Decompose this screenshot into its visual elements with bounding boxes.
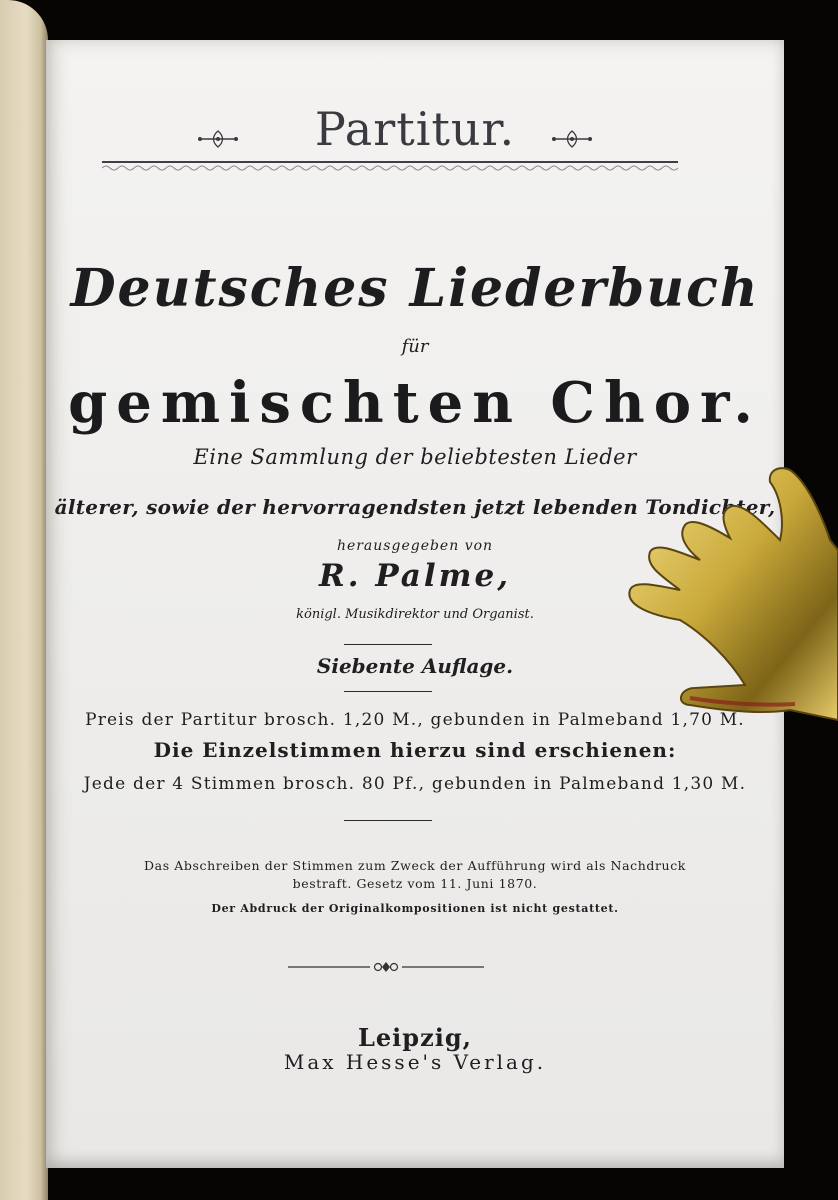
page-heading [46, 102, 784, 156]
description-line-1: Eine Sammlung der beliebtesten Lieder [193, 445, 637, 469]
heading-rule [102, 161, 678, 163]
editor-title: königl. Musikdirektor und Organist. [296, 607, 534, 622]
publisher-city: Leipzig, [358, 1023, 472, 1052]
price-line: Preis der Partitur brosch. 1,20 M., gebunden in Palmeband 1,70 M. [85, 710, 745, 730]
editor-name: R. Palme, [318, 558, 511, 594]
scroll-ornament-icon [286, 960, 486, 974]
parts-heading: Die Einzelstimmen hierzu sind erschienen: [153, 738, 677, 762]
for-text: für [401, 336, 429, 357]
publisher-name: Max Hesse's Verlag. [283, 1050, 547, 1074]
heading-text: Partitur. [314, 102, 516, 156]
divider-rule [344, 644, 432, 645]
parts-price-line: Jede der 4 Stimmen brosch. 80 Pf., gebunden in Palmeband 1,30 M. [83, 774, 747, 794]
copyright-notice-line-1: Das Abschreiben der Stimmen zum Zweck der Aufführung wird als Nachdruck [144, 858, 686, 873]
book-title: Deutsches Liederbuch [70, 258, 760, 319]
copyright-notice-line-3: Der Abdruck der Originalkompositionen ist nicht gestattet. [211, 902, 619, 915]
book-subtitle: gemischten Chor. [68, 370, 762, 436]
fleuron-icon [548, 128, 596, 150]
editor-intro: herausgegeben von [336, 538, 494, 554]
copyright-notice-line-2: bestraft. Gesetz vom 11. Juni 1870. [292, 876, 538, 891]
brass-hand-icon [620, 460, 838, 740]
divider-rule [344, 691, 432, 692]
book-spine-edge [0, 0, 48, 1200]
edition-text: Siebente Auflage. [316, 654, 514, 678]
description-line-2: älterer, sowie der hervorragendsten jetzt lebenden Tondichter, [54, 495, 776, 519]
wavy-rule [102, 164, 678, 172]
divider-rule [344, 820, 432, 821]
